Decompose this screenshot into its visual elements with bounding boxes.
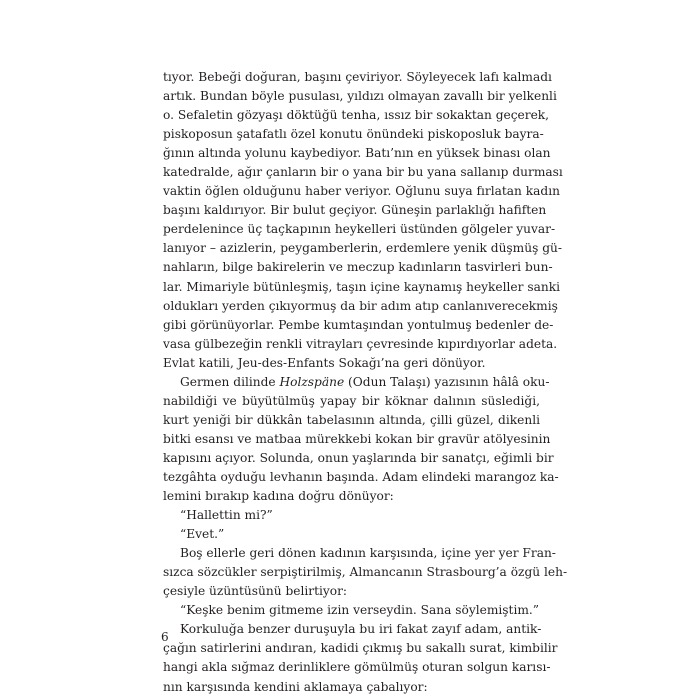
text-line xyxy=(163,487,540,506)
text-run: çağın satirlerini andıran, kadidi çıkmış bu sakallı surat, kimbilir xyxy=(163,641,558,656)
text-line xyxy=(163,620,540,639)
text-run: çesiyle üzüntüsünü belirtiyor: xyxy=(163,584,348,599)
text-line xyxy=(163,201,547,220)
text-line xyxy=(163,506,540,525)
text-run: Boş ellerle geri dönen kadının karşısında, içine yer yer Fran- xyxy=(180,546,556,561)
text-run: artık. Bundan böyle pusulası, yıldızı olmayan zavallı bir yelkenli xyxy=(163,89,557,104)
text-line xyxy=(163,582,540,601)
text-run: nahların, bilge bakirelerin ve meczup kadınların tasvirleri bun- xyxy=(163,260,553,275)
text-line xyxy=(163,68,552,87)
text-line xyxy=(163,297,558,316)
text-line xyxy=(163,525,540,544)
text-run: “Evet.” xyxy=(180,527,225,542)
text-line xyxy=(163,449,554,468)
text-run: Evlat katili, Jeu-des-Enfants Sokağı’na geri dönüyor. xyxy=(163,355,486,370)
text-line xyxy=(163,563,568,582)
text-run: o. Sefaletin gözyaşı döktüğü tenha, ıssız bir sokaktan geçerek, xyxy=(163,108,550,123)
text-line xyxy=(163,335,558,354)
text-line xyxy=(163,373,550,392)
text-run: tezgâhta oyduğu levhanın başında. Adam elindeki marangoz ka- xyxy=(163,469,559,484)
text-run: gibi görünüyorlar. Pembe kumtaşından yontulmuş bedenler de- xyxy=(163,317,554,332)
text-run: katedralde, ağır çanların bir o yana bir bu yana sallanıp durması xyxy=(163,165,563,180)
text-run: perdelenince üç taçkapının heykelleri üstünden gölgeler yuvar- xyxy=(163,222,556,237)
text-run: piskoposun şatafatlı özel konutu önündeki piskoposluk bayra- xyxy=(163,127,544,142)
text-run: tıyor. Bebeği doğuran, başını çeviriyor. Söyleyecek lafı kalmadı xyxy=(163,70,552,84)
text-line xyxy=(163,468,559,487)
text-run: başını kaldırıyor. Bir bulut geçiyor. Güneşin parlaklığı hafiften xyxy=(163,203,547,218)
text-run: bitki esansı ve matbaa mürekkebi kokan bir gravür atölyesinin xyxy=(163,431,551,446)
text-line xyxy=(163,278,560,297)
text-line xyxy=(163,220,556,239)
text-line xyxy=(163,125,544,144)
text-run: kurt yeniği bir dükkân tabelasının altında, çilli güzel, dikenli xyxy=(163,412,540,427)
text-run: nabildiği ve büyütülmüş yapay bir köknar dalının süslediği, xyxy=(163,393,540,408)
text-run: nın karşısında kendini aklamaya çabalıyor: xyxy=(163,679,428,694)
text-line xyxy=(163,430,551,449)
text-line xyxy=(163,354,540,373)
text-line xyxy=(163,163,563,182)
text-line xyxy=(163,544,556,563)
text-run: “Keşke benim gitmeme izin verseydin. Sana söylemiştim.” xyxy=(180,603,540,618)
text-run: vasa gülbezeğin renkli vitrayları çevresinde kıpırdıyorlar adeta. xyxy=(163,336,558,351)
page-number: 6 xyxy=(161,630,169,644)
text-line xyxy=(163,658,551,677)
text-run: lemini bırakıp kadına doğru dönüyor: xyxy=(163,489,394,504)
text-line xyxy=(163,106,550,125)
text-run: “Hallettin mi?” xyxy=(180,508,273,523)
text-run: lar. Mimariyle bütünleşmiş, taşın içine kaynamış heykeller sanki xyxy=(163,279,560,294)
italic-text: Holzspäne xyxy=(279,374,345,389)
text-line xyxy=(163,639,558,658)
text-line xyxy=(163,392,540,411)
text-line xyxy=(163,411,540,430)
body-text xyxy=(163,68,568,697)
text-run: Germen dilinde xyxy=(180,374,280,389)
text-line xyxy=(163,678,540,697)
text-line xyxy=(163,144,551,163)
text-run: sızca sözcükler serpiştirilmiş, Almancanın Strasbourg’a özgü leh- xyxy=(163,565,568,580)
text-run: (Odun Talaşı) yazısının hâlâ oku- xyxy=(344,374,550,389)
text-run: oldukları yerden çıkıyormuş da bir adım atıp canlanıverecekmiş xyxy=(163,298,558,313)
text-line xyxy=(163,239,562,258)
text-run: ğının altında yolunu kaybediyor. Batı’nın en yüksek binası olan xyxy=(163,146,551,161)
text-line xyxy=(163,316,554,335)
text-run: Korkuluğa benzer duruşuyla bu iri fakat zayıf adam, antik- xyxy=(180,622,542,637)
text-line xyxy=(163,87,557,106)
text-line xyxy=(163,182,560,201)
text-run: kapısını açıyor. Solunda, onun yaşlarında bir sanatçı, eğimli bir xyxy=(163,450,554,465)
text-run: vaktin öğlen olduğunu haber veriyor. Oğlunu suya fırlatan kadın xyxy=(163,184,560,199)
text-run: hangi akla sığmaz derinliklere gömülmüş oturan solgun karısı- xyxy=(163,660,551,675)
text-line xyxy=(163,258,553,277)
text-run: lanıyor – azizlerin, peygamberlerin, erdemlere yenik düşmüş gü- xyxy=(163,241,562,256)
text-line xyxy=(163,601,540,620)
